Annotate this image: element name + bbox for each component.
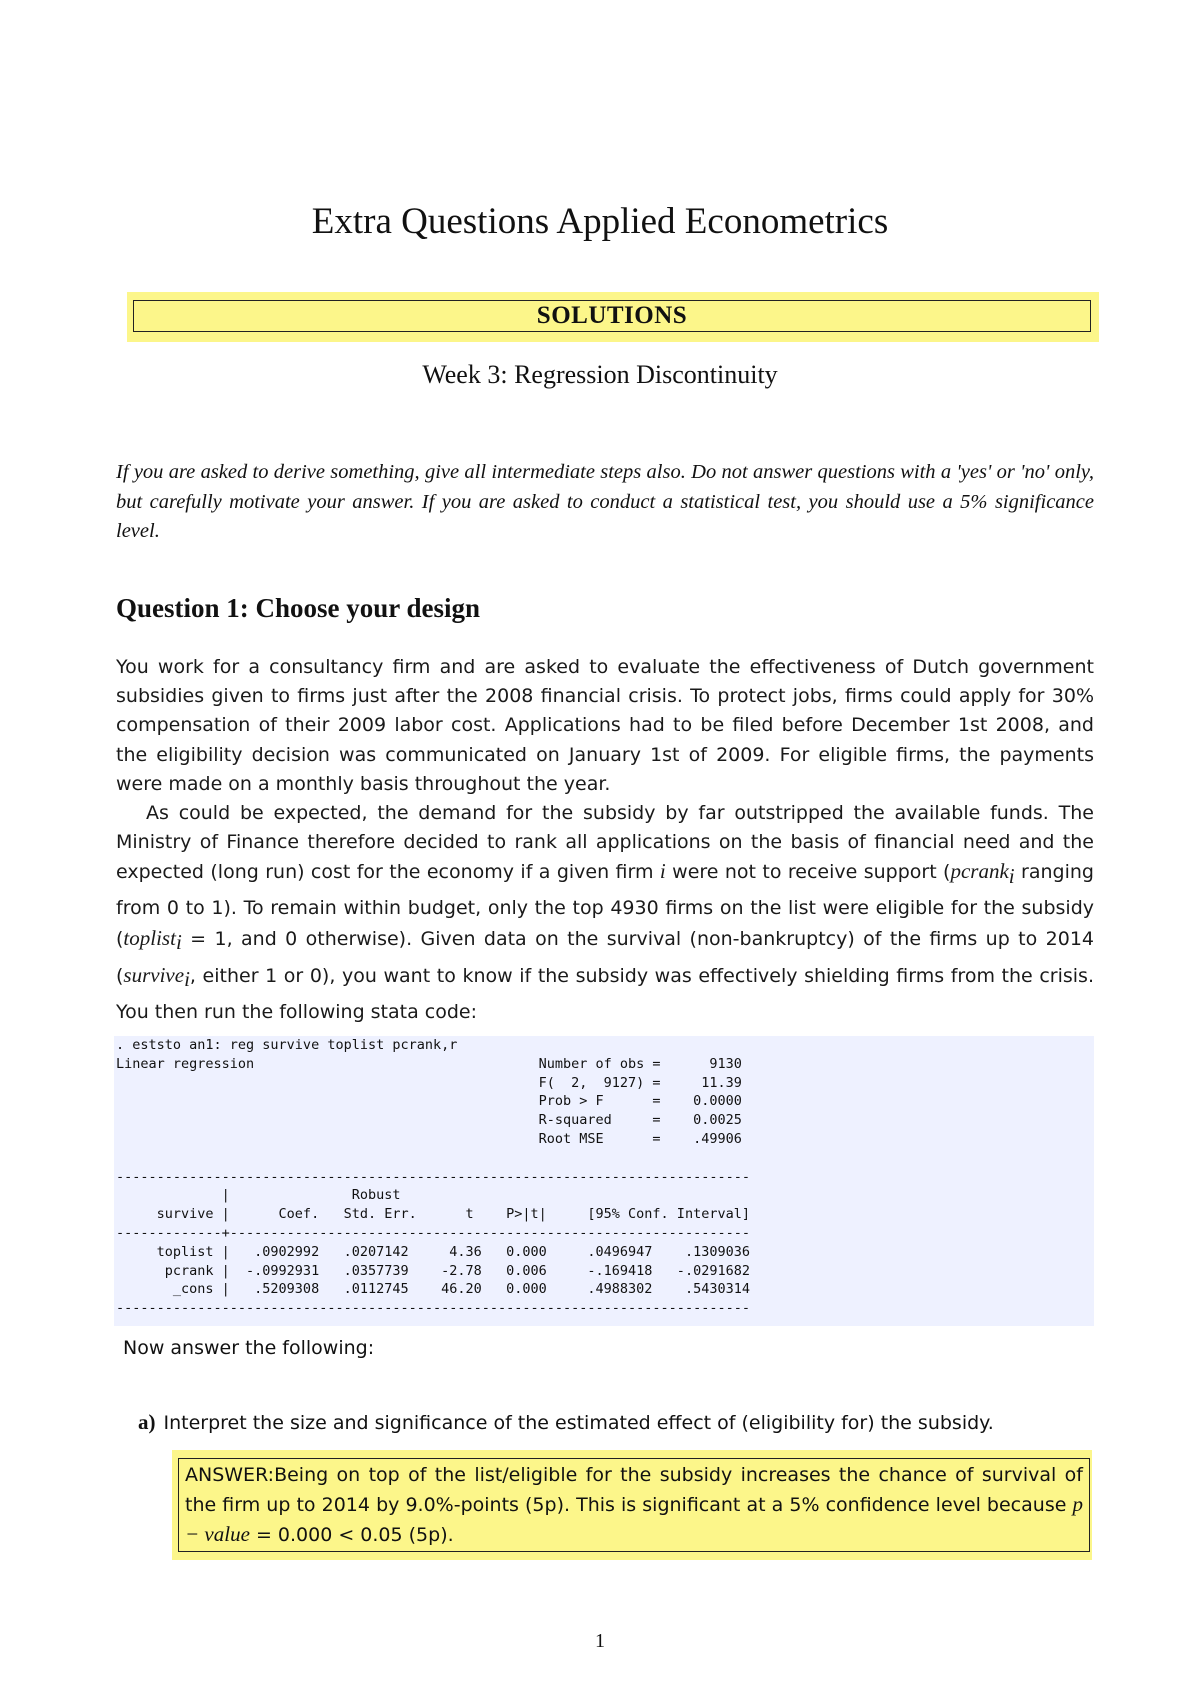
sub-i-toplist: i: [175, 930, 182, 955]
var-toplist: toplist: [123, 925, 176, 950]
document-title: Extra Questions Applied Econometrics: [311, 201, 889, 242]
p2-text-e: , either 1 or 0), you want to know if the subsidy was effectively shielding firms from the crisis. You then run the following stata code:: [116, 964, 1094, 1023]
answer-text: [178, 1458, 1090, 1552]
stata-regression-output: . eststo an1: reg survive toplist pcrank,r Linear regression Number of obs = 9130 F( 2, 9127) = 11.39 Prob > F = 0.0000 R-squared = 0.0025 Root MSE = .49906 ------------------------------------------------------------------------------ | Robust survive | Coef. Std. Err. t P>|t| [95% Conf. Interval] -------------+---------------------------------------------------------------- toplist | .0902992 .0207142 4.36 0.000 .0496947 .1309036 pcrank | -.0992931 .0357739 -2.78 0.006 -.169418 -.0291682 _cons | .5209308 .0112745 46.20 0.000 .4988302 .5430314 ------------------------------------------------------------------------------: [116, 1037, 750, 1317]
solutions-banner: [127, 292, 1099, 342]
var-survive: survive: [123, 962, 185, 987]
question-a-label: a): [138, 1410, 156, 1434]
answer-math: p − value: [185, 1492, 1083, 1547]
p2-text-d: = 1, and 0 otherwise). Given data on the survival (non-bankruptcy) of the firms up to 2014 (: [116, 927, 1094, 987]
sub-i-survive: i: [184, 967, 190, 992]
p2-text-a: As could be expected, the demand for the subsidy by far outstripped the available funds. The Ministry of Finance therefore decided to rank all applications on the basis of financial need and the expected (long run) cost for the economy if a given firm: [116, 802, 1094, 884]
stata-output-box: [114, 1036, 1094, 1326]
var-pcrank: pcrank: [950, 859, 1009, 884]
question-a-text: Interpret the size and significance of the estimated effect of (eligibility for) the subsidy.: [163, 1412, 994, 1434]
week-subtitle: Week 3: Regression Discontinuity: [422, 360, 778, 389]
question-heading: Question 1: Choose your design: [116, 593, 481, 623]
page-number: 1: [595, 1630, 605, 1652]
sub-i-pcrank: i: [1008, 864, 1015, 889]
question-a: [138, 1410, 994, 1435]
question-paragraph-1: You work for a consultancy firm and are asked to evaluate the effectiveness of Dutch government subsidies given to firms just after the 2008 financial crisis. To protect jobs, firms could apply for 30% compensation of their 2009 labor cost. Applications had to be filed before December 1st 2008, and the eligibility decision was communicated on January 1st of 2009. For eligible firms, the payments were made on a monthly basis throughout the year.: [116, 656, 1094, 795]
question-paragraph-2: [116, 799, 1094, 1027]
p2-text-b: were not to receive support (: [665, 861, 951, 884]
answer-box: [172, 1450, 1092, 1560]
solutions-label: SOLUTIONS: [133, 300, 1091, 332]
p2-text-c: ranging from 0 to 1). To remain within budget, only the top 4930 firms on the list were eligible for the subsidy (: [116, 861, 1094, 950]
answer-part-2: = 0.000 < 0.05 (5p).: [249, 1524, 454, 1547]
now-answer-text: Now answer the following:: [123, 1337, 375, 1359]
instructions-text: If you are asked to derive something, give all intermediate steps also. Do not answer questions with a 'yes' or 'no' only, but carefully motivate your answer. If you are asked to conduct a statistical test, you should use a 5% significance level.: [116, 461, 1094, 542]
var-i: i: [659, 859, 666, 884]
answer-part-1: ANSWER:Being on top of the list/eligible for the subsidy increases the chance of survival of the firm up to 2014 by 9.0%-points (5p). This is significant at a 5% confidence level because: [185, 1464, 1083, 1517]
